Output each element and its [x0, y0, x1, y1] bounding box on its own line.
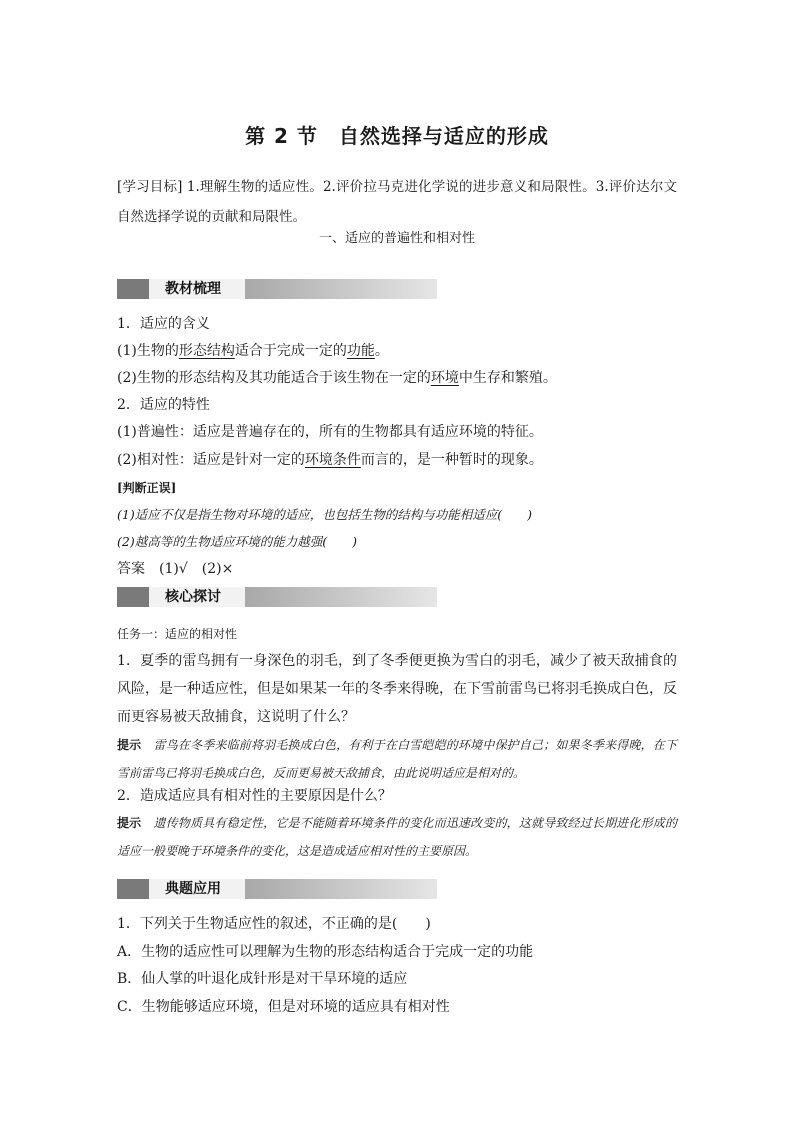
- page-title: 第 2 节 自然选择与适应的形成: [245, 124, 549, 148]
- hint-label: 提示: [117, 816, 142, 830]
- section-heading: 一、适应的普遍性和相对性: [318, 231, 475, 246]
- fill-blank-answer: 环境条件: [304, 452, 361, 468]
- section-bar-label: 核心探讨: [165, 589, 221, 605]
- fill-blank-answer: 形态结构: [178, 343, 235, 359]
- core-hint-1: [117, 731, 677, 787]
- textbook-item-1-2: [117, 368, 557, 388]
- option-a: A．生物的适应性可以理解为生物的形态结构适合于完成一定的功能: [117, 944, 534, 960]
- core-question-2: 2．造成适应具有相对性的主要原因是什么？: [117, 788, 392, 804]
- text-span: (2)生物的形态结构及其功能适合于该生物在一定的: [117, 370, 431, 386]
- text-span: 。: [374, 343, 389, 359]
- core-hint-2: [117, 809, 677, 865]
- core-question-1: 1．夏季的雷鸟拥有一身深色的羽毛，到了冬季便更换为雪白的羽毛，减少了被天敌捕食的风险，是一种适应性，但是如果某一年的冬季来得晚，在下雪前雷鸟已将羽毛换成白色，反而更容易被天敌捕食，这说明了什么？: [117, 653, 677, 725]
- section-bar-textbook: [117, 279, 437, 299]
- section-bar-label: 教材梳理: [165, 281, 221, 297]
- objectives-label: [学习目标]: [117, 179, 183, 195]
- text-span: 适合于完成一定的: [234, 343, 347, 359]
- option-b: B．仙人掌的叶退化成针形是对干旱环境的适应: [117, 971, 408, 987]
- hint-text: 雷鸟在冬季来临前将羽毛换成白色，有利于在白雪皑皑的环境中保护自己；如果冬季来得晚，在下雪前雷鸟已将羽毛换成白色，反而更易被天敌捕食，由此说明适应是相对的。: [117, 738, 677, 780]
- textbook-item-1: 1．适应的含义: [117, 316, 210, 332]
- text-span: (1)生物的: [117, 343, 179, 359]
- textbook-item-2-2: [117, 450, 543, 470]
- judge-item-2: (2)越高等的生物适应环境的能力越强( ): [117, 534, 357, 549]
- textbook-item-2: 2．适应的特性: [117, 397, 210, 413]
- judge-item-1: (1)适应不仅是指生物对环境的适应，也包括生物的结构与功能相适应( ): [117, 507, 532, 522]
- text-span: (2)相对性：适应是针对一定的: [117, 452, 305, 468]
- hint-text: 遗传物质具有稳定性，它是不能随着环境条件的变化而迅速改变的，这就导致经过长期进化形成的适应一般要晚于环境条件的变化，这是造成适应相对性的主要原因。: [117, 816, 677, 858]
- textbook-item-2-1: (1)普遍性：适应是普遍存在的，所有的生物都具有适应环境的特征。: [117, 424, 543, 440]
- section-bar-core: [117, 587, 437, 607]
- fill-blank-answer: 功能: [346, 343, 375, 359]
- objectives-text: 1.理解生物的适应性。2.评价拉马克进化学说的进步意义和局限性。3.评价达尔文自然选择学说的贡献和局限性。: [117, 179, 677, 225]
- task-title: 任务一：适应的相对性: [117, 627, 238, 641]
- text-span: 中生存和繁殖。: [458, 370, 557, 386]
- textbook-item-1-1: [117, 341, 389, 361]
- text-span: 而言的，是一种暂时的现象。: [360, 452, 543, 468]
- hint-label: 提示: [117, 738, 142, 752]
- judge-label: [判断正误]: [117, 481, 177, 495]
- fill-blank-answer: 环境: [430, 370, 459, 386]
- learning-objectives: [117, 172, 677, 232]
- application-question-1: 1．下列关于生物适应性的叙述，不正确的是( ): [117, 916, 431, 932]
- option-c: C．生物能够适应环境，但是对环境的适应具有相对性: [117, 999, 450, 1015]
- answer-line: 答案 (1)√ (2)×: [117, 561, 234, 577]
- section-bar-label: 典题应用: [165, 881, 221, 897]
- section-bar-application: [117, 879, 437, 899]
